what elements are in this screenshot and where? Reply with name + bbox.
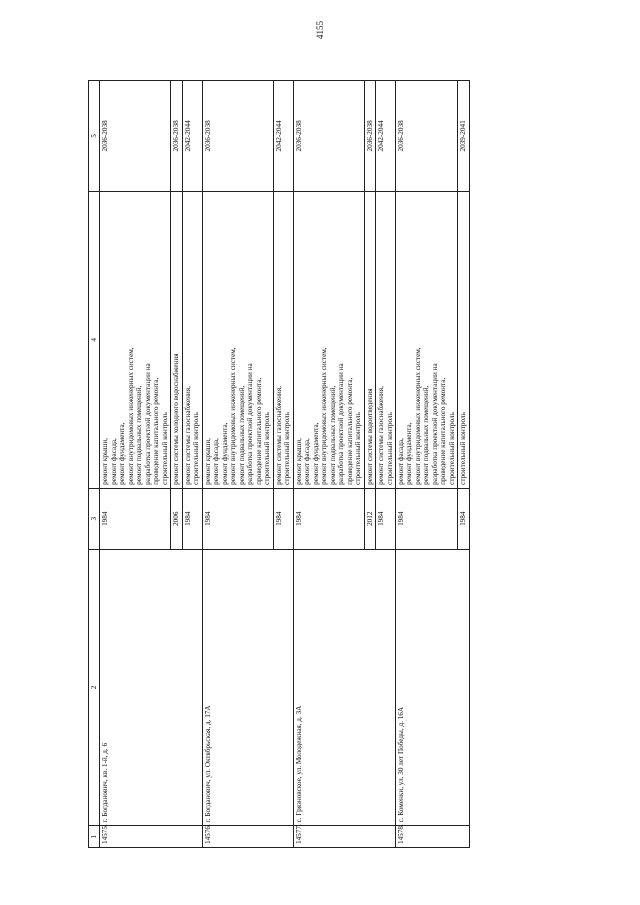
work-type-line: разработка проектной документации на: [337, 363, 346, 485]
work-type-line: ремонт крыши,: [294, 438, 303, 485]
commission-year: 1984: [376, 488, 396, 549]
repair-period: 2036-2038: [293, 81, 364, 192]
work-type-line: проведение капитального ремонта,: [345, 377, 354, 485]
work-type-line: строительный контроль: [354, 412, 363, 485]
work-types: [182, 191, 202, 488]
repair-period: 2036-2038: [100, 81, 171, 192]
repair-period: 2042-2044: [273, 81, 293, 192]
table-body: [100, 81, 469, 848]
header-col-1: 1: [89, 826, 100, 848]
repair-period: 2042-2044: [182, 81, 202, 192]
header-row: [89, 81, 100, 848]
table-row: [202, 81, 273, 848]
work-type-line: разработка проектной документации на: [430, 363, 439, 485]
work-type-line: ремонт подвальных помещений,: [422, 385, 431, 485]
work-type-line: ремонт фундамента,: [220, 422, 229, 485]
work-type-line: ремонт системы газоснабжения,: [377, 386, 386, 485]
work-type-line: ремонт крыши,: [203, 438, 212, 485]
work-types: [458, 191, 469, 488]
work-type-line: ремонт системы холодного водоснабжения: [172, 353, 181, 485]
work-type-line: ремонт крыши,: [101, 438, 110, 485]
table-row: [293, 81, 364, 848]
commission-year: 1984: [293, 488, 364, 549]
work-type-line: разработка проектной документации на: [246, 363, 255, 485]
work-type-line: проведение капитального ремонта,: [439, 377, 448, 485]
header-col-4: 4: [89, 191, 100, 488]
work-type-line: ремонт подвальных помещений,: [237, 385, 246, 485]
object-address: г. Богданович, кв. 1-й, д. 6: [100, 549, 202, 826]
repair-schedule-table: [88, 80, 470, 848]
work-type-line: строительный контроль: [447, 412, 456, 485]
work-type-line: ремонт внутридомовых инженерных систем,: [229, 347, 238, 485]
work-types: [273, 191, 293, 488]
work-type-line: ремонт фундамента,: [118, 422, 127, 485]
object-number: 14578.: [395, 826, 469, 848]
work-types: [395, 191, 457, 488]
work-type-line: строительный контроль: [385, 412, 394, 485]
commission-year: 1984: [182, 488, 202, 549]
object-number: 14577.: [293, 826, 395, 848]
header-col-2: 2: [89, 549, 100, 826]
table-row: [395, 81, 457, 848]
work-type-line: строительный контроль: [283, 412, 292, 485]
page-number: [312, 10, 328, 50]
work-type-line: ремонт фасада,: [212, 438, 221, 485]
commission-year: 2012: [364, 488, 375, 549]
work-types: [171, 191, 182, 488]
work-type-line: ремонт внутридомовых инженерных систем,: [126, 347, 135, 485]
work-type-line: ремонт системы водоотведения: [365, 388, 374, 485]
object-address: с. Грязновское, ул. Молодежная, д. 3А: [293, 549, 395, 826]
commission-year: 1984: [458, 488, 469, 549]
table-row: [100, 81, 171, 848]
work-type-line: проведение капитального ремонта,: [152, 377, 161, 485]
work-types: [376, 191, 396, 488]
repair-period: 2036-2038: [202, 81, 273, 192]
work-type-line: строительный контроль: [263, 412, 272, 485]
repair-period: 2036-2038: [364, 81, 375, 192]
work-type-line: строительный контроль: [160, 412, 169, 485]
work-types: [100, 191, 171, 488]
object-address: с. Коменки, ул. 30 лет Победы, д. 16А: [395, 549, 469, 826]
repair-period: 2036-2038: [171, 81, 182, 192]
work-type-line: ремонт фундамента,: [311, 422, 320, 485]
commission-year: 1984: [395, 488, 457, 549]
commission-year: 1984: [273, 488, 293, 549]
object-number: 14575.: [100, 826, 202, 848]
work-type-line: ремонт системы газоснабжения,: [274, 386, 283, 485]
commission-year: 2006: [171, 488, 182, 549]
work-type-line: ремонт системы газоснабжения,: [183, 386, 192, 485]
work-type-line: ремонт фасада,: [396, 438, 405, 485]
work-types: [364, 191, 375, 488]
repair-period: 2039-2041: [458, 81, 469, 192]
page-number-text: 4155: [315, 21, 325, 39]
rotated-sheet: [88, 80, 598, 848]
work-type-line: проведение капитального ремонта,: [254, 377, 263, 485]
work-type-line: ремонт фасада,: [303, 438, 312, 485]
work-type-line: ремонт подвальных помещений,: [135, 385, 144, 485]
work-type-line: ремонт подвальных помещений,: [328, 385, 337, 485]
commission-year: 1984: [202, 488, 273, 549]
header-col-5: 5: [89, 81, 100, 192]
work-type-line: строительный контроль: [459, 412, 468, 485]
work-type-line: ремонт внутридомовых инженерных систем,: [413, 347, 422, 485]
work-types: [293, 191, 364, 488]
header-col-3: 3: [89, 488, 100, 549]
work-type-line: разработка проектной документации на: [143, 363, 152, 485]
repair-period: 2036-2038: [395, 81, 457, 192]
work-type-line: ремонт фундамента,: [405, 422, 414, 485]
work-type-line: ремонт внутридомовых инженерных систем,: [320, 347, 329, 485]
object-address: г. Богданович, ул. Октябрьская, д. 17А: [202, 549, 293, 826]
repair-period: 2042-2044: [376, 81, 396, 192]
work-types: [202, 191, 273, 488]
work-type-line: ремонт фасада,: [109, 438, 118, 485]
commission-year: 1984: [100, 488, 171, 549]
work-type-line: строительный контроль: [192, 412, 201, 485]
object-number: 14576.: [202, 826, 293, 848]
